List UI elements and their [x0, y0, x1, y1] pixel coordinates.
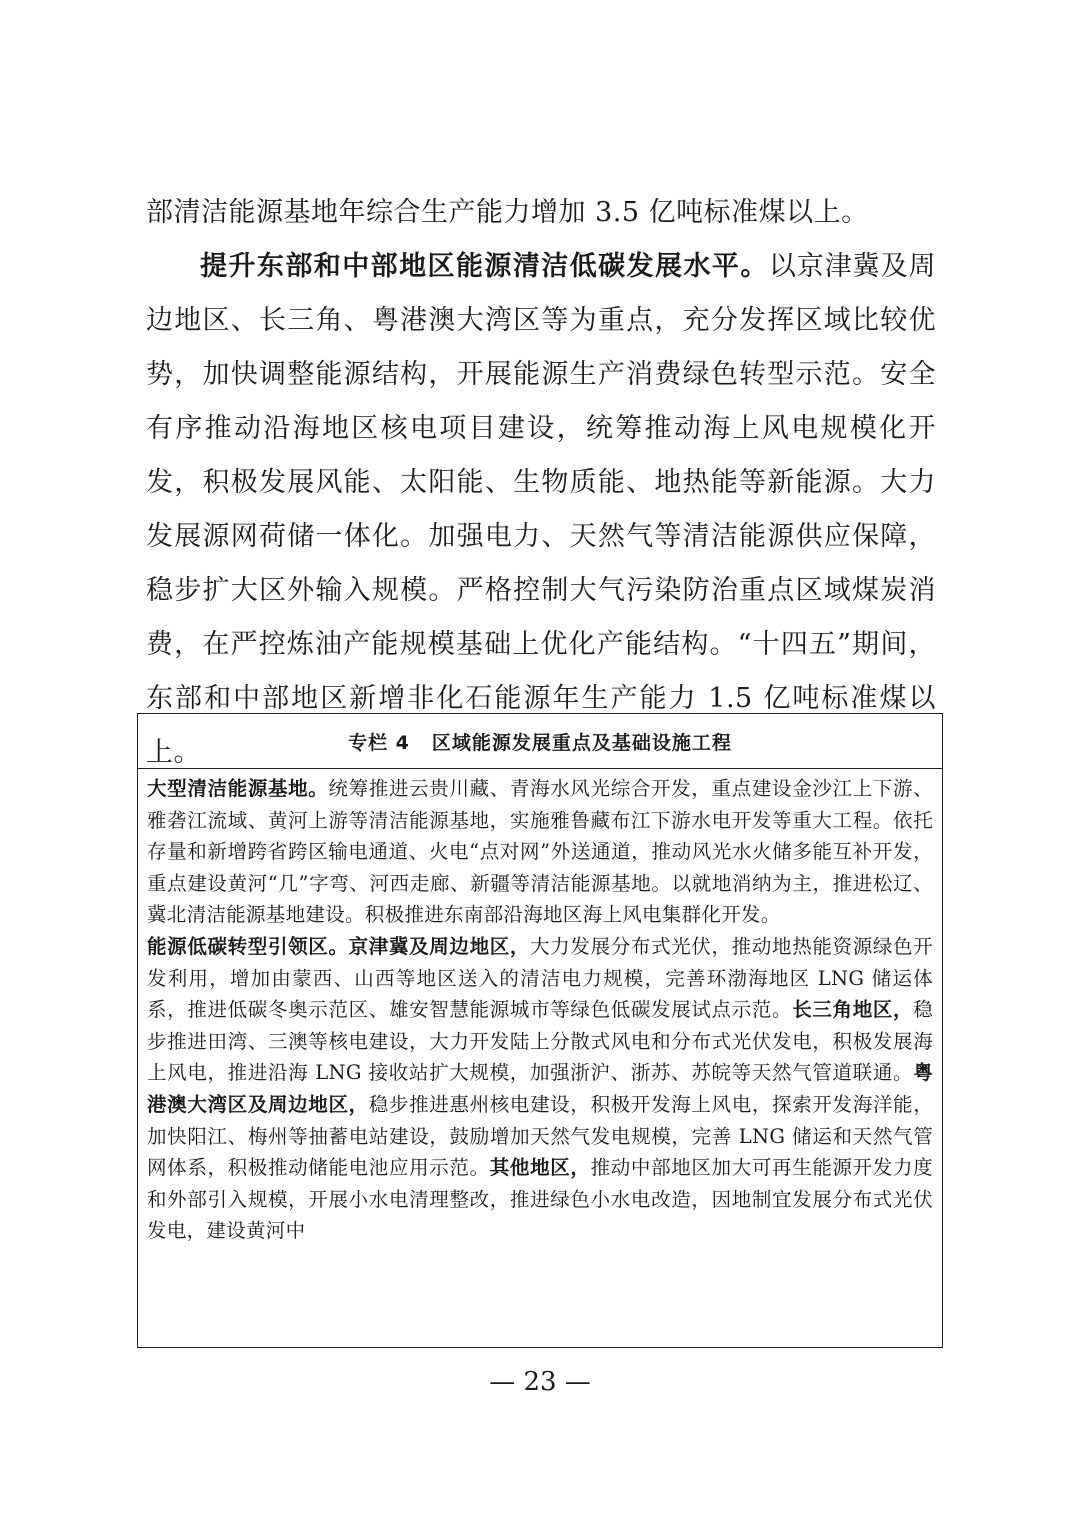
region-heading: 长三角地区， — [792, 998, 914, 1022]
region-text: 大力发展分布式光伏，推动地热能资源绿色开发利用，增加由蒙西、山西等地区送入的清洁电力规模，完善环渤海地区 LNG 储运体系，推进低碳冬奥示范区、雄安智慧能源城市等绿色低碳发展试点示范。 — [147, 934, 933, 1022]
region-heading: 粤港澳大湾区及周边地区， — [147, 1061, 933, 1116]
column-title-text: 区域能源发展重点及基础设施工程 — [431, 731, 732, 754]
item-heading: 大型清洁能源基地。 — [147, 777, 329, 800]
page-number: — 23 — — [489, 1367, 591, 1397]
paragraph-heading: 提升东部和中部地区能源清洁低碳发展水平。 — [200, 251, 769, 282]
column-title — [138, 714, 942, 769]
column-item-low-carbon-zones — [147, 931, 933, 1247]
paragraph-body: 以京津冀及周边地区、长三角、粤港澳大湾区等为重点，充分发挥区域比较优势，加快调整能源结构，开展能源生产消费绿色转型示范。安全有序推动沿海地区核电项目建设，统筹推动海上风电规模化开发，积极发展风能、太阳能、生物质能、地热能等新能源。大力发展源网荷储一体化。加强电力、天然气等清洁能源供应保障，稳步扩大区外输入规模。严格控制大气污染防治重点区域煤炭消费，在严控炼油产能规模基础上优化产能结构。“十四五”期间，东部和中部地区新增非化石能源年生产能力 1.5 亿吨标准煤以上。 — [146, 251, 937, 768]
paragraph-east-central — [146, 240, 936, 780]
region-heading: 京津冀及周边地区， — [348, 934, 531, 958]
column-label: 专栏 4 — [348, 731, 410, 754]
item-text: 统筹推进云贵川藏、青海水风光综合开发，重点建设金沙江上下游、雅砻江流域、黄河上游等清洁能源基地，实施雅鲁藏布江下游水电开发等重大工程。依托存量和新增跨省跨区输电通道、火电“点对网”外送通道，推动风光水火储多能互补开发，重点建设黄河“几”字弯、河西走廊、新疆等清洁能源基地。以就地消纳为主，推进松辽、冀北清洁能源基地建设。积极推进东南部沿海地区海上风电集群化开发。 — [147, 777, 933, 927]
paragraph-continued: 部清洁能源基地年综合生产能力增加 3.5 亿吨标准煤以上。 — [146, 197, 869, 228]
region-text: 推动中部地区加大可再生能源开发力度和外部引入规模，开展小水电清理整改，推进绿色小水电改造，因地制宜发展分布式光伏发电，建设黄河中 — [147, 1156, 933, 1243]
column-body — [138, 769, 942, 1247]
item-heading: 能源低碳转型引领区。 — [147, 934, 349, 958]
region-text: 稳步推进惠州核电建设，积极开发海上风电，探索开发海洋能，加快阳江、梅州等抽蓄电站建设，鼓励增加天然气发电规模，完善 LNG 储运和天然气管网体系，积极推动储能电池应用示范。 — [147, 1092, 933, 1180]
region-text: 稳步推进田湾、三澳等核电建设，大力开发陆上分散式风电和分布式光伏发电，积极发展海上风电，推进沿海 LNG 接收站扩大规模，加强浙沪、浙苏、苏皖等天然气管道联通。 — [147, 998, 933, 1085]
column-item-clean-energy-bases — [147, 773, 933, 931]
column-box — [137, 713, 943, 1348]
region-heading: 其他地区， — [489, 1156, 591, 1180]
